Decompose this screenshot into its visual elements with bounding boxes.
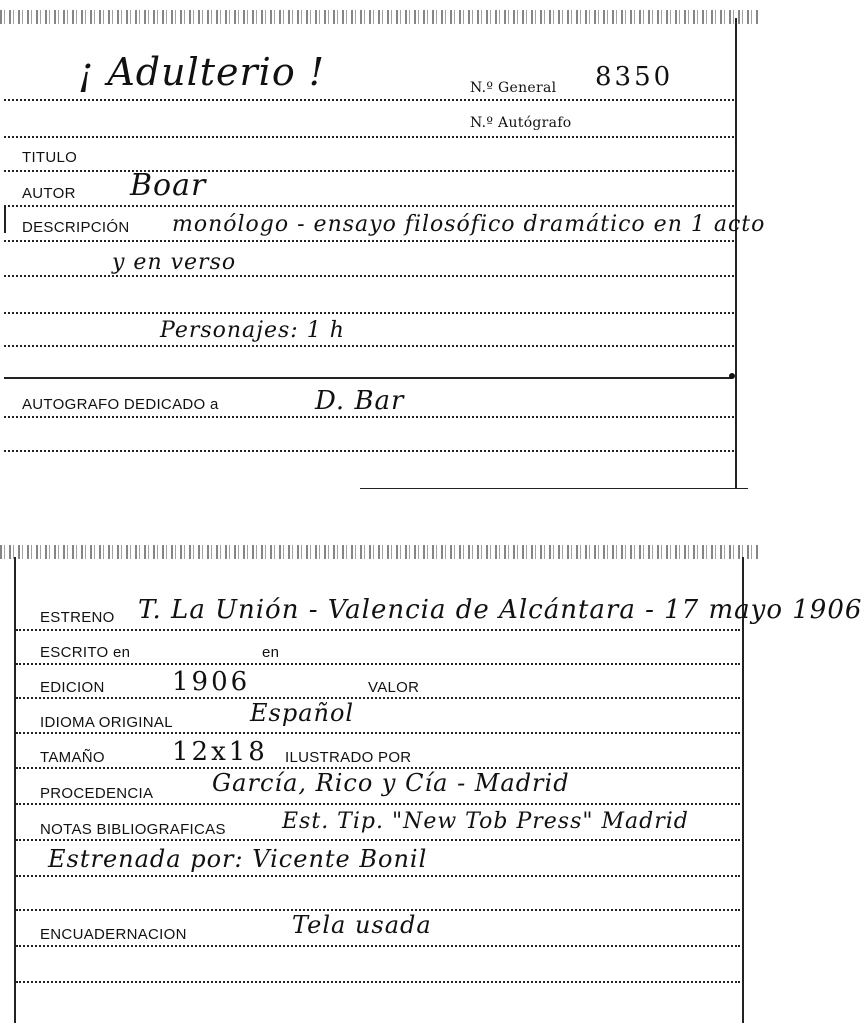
- title-handwritten: ¡ Adulterio !: [78, 50, 326, 94]
- card-left-mark: [4, 205, 6, 233]
- rule-line: [4, 170, 734, 172]
- rule-line: [16, 875, 740, 877]
- catalog-card-bottom: [0, 545, 862, 1028]
- card-right-border: [742, 557, 744, 1023]
- estreno-label: ESTRENO: [40, 609, 115, 626]
- autografo-value: D. Bar: [315, 386, 405, 416]
- descripcion-line1: monólogo - ensayo filosófico dramático en 1 acto: [172, 212, 766, 237]
- procedencia-value: García, Rico y Cía - Madrid: [212, 769, 570, 797]
- card-top-edge: [0, 10, 759, 24]
- rule-line: [4, 240, 734, 242]
- edicion-label: EDICION: [40, 679, 105, 696]
- rule-line: [4, 205, 734, 207]
- personajes-note: Personajes: 1 h: [160, 318, 345, 343]
- notas-value: Est. Tip. "New Tob Press" Madrid: [282, 809, 689, 834]
- rule-line: [4, 312, 734, 314]
- notas-label: NOTAS BIBLIOGRAFICAS: [40, 821, 226, 838]
- descripcion-line2: y en verso: [112, 250, 237, 275]
- rule-line: [16, 629, 740, 631]
- rule-line: [4, 136, 734, 138]
- rule-line: [16, 945, 740, 947]
- card-left-border: [14, 557, 16, 1023]
- numero-general-value: 8350: [595, 62, 674, 92]
- procedencia-label: PROCEDENCIA: [40, 785, 154, 802]
- descripcion-label: DESCRIPCIÓN: [22, 219, 130, 236]
- rule-line: [16, 697, 740, 699]
- rule-line: [4, 416, 734, 418]
- rule-line: [16, 803, 740, 805]
- tamano-value: 12x18: [172, 737, 268, 767]
- encuadernacion-label: ENCUADERNACION: [40, 926, 187, 943]
- card-right-border: [735, 18, 737, 488]
- valor-label: VALOR: [368, 679, 420, 696]
- escrito-en-label: en: [262, 644, 280, 661]
- edicion-value: 1906: [172, 667, 251, 697]
- idioma-label: IDIOMA ORIGINAL: [40, 714, 173, 731]
- escrito-label: ESCRITO en: [40, 644, 131, 661]
- tamano-label: TAMAÑO: [40, 749, 105, 766]
- rule-line: [16, 732, 740, 734]
- numero-general-label: N.º General: [470, 80, 557, 96]
- autor-value: Boar: [130, 168, 207, 203]
- catalog-card-top: [0, 0, 766, 500]
- rule-line: [16, 839, 740, 841]
- autografo-label: AUTOGRAFO DEDICADO a: [22, 396, 219, 413]
- ilustrado-label: ILUSTRADO POR: [285, 749, 412, 766]
- notas-line2: Estrenada por: Vicente Bonil: [48, 845, 428, 873]
- card-bottom-edge: [360, 488, 748, 489]
- estreno-value: T. La Unión - Valencia de Alcántara - 17 mayo 1906: [138, 595, 862, 625]
- numero-autografo-label: N.º Autógrafo: [470, 115, 572, 131]
- divider-end-dot: [729, 373, 735, 379]
- rule-line: [16, 663, 740, 665]
- titulo-label: TITULO: [22, 149, 78, 166]
- rule-line: [4, 345, 734, 347]
- card-bottom-edge-top: [0, 545, 759, 559]
- rule-line: [16, 981, 740, 983]
- rule-line: [4, 275, 734, 277]
- encuadernacion-value: Tela usada: [292, 911, 432, 939]
- rule-line: [4, 450, 734, 452]
- section-divider: [4, 377, 732, 379]
- idioma-value: Español: [250, 699, 355, 727]
- autor-label: AUTOR: [22, 185, 76, 202]
- rule-line: [4, 99, 734, 101]
